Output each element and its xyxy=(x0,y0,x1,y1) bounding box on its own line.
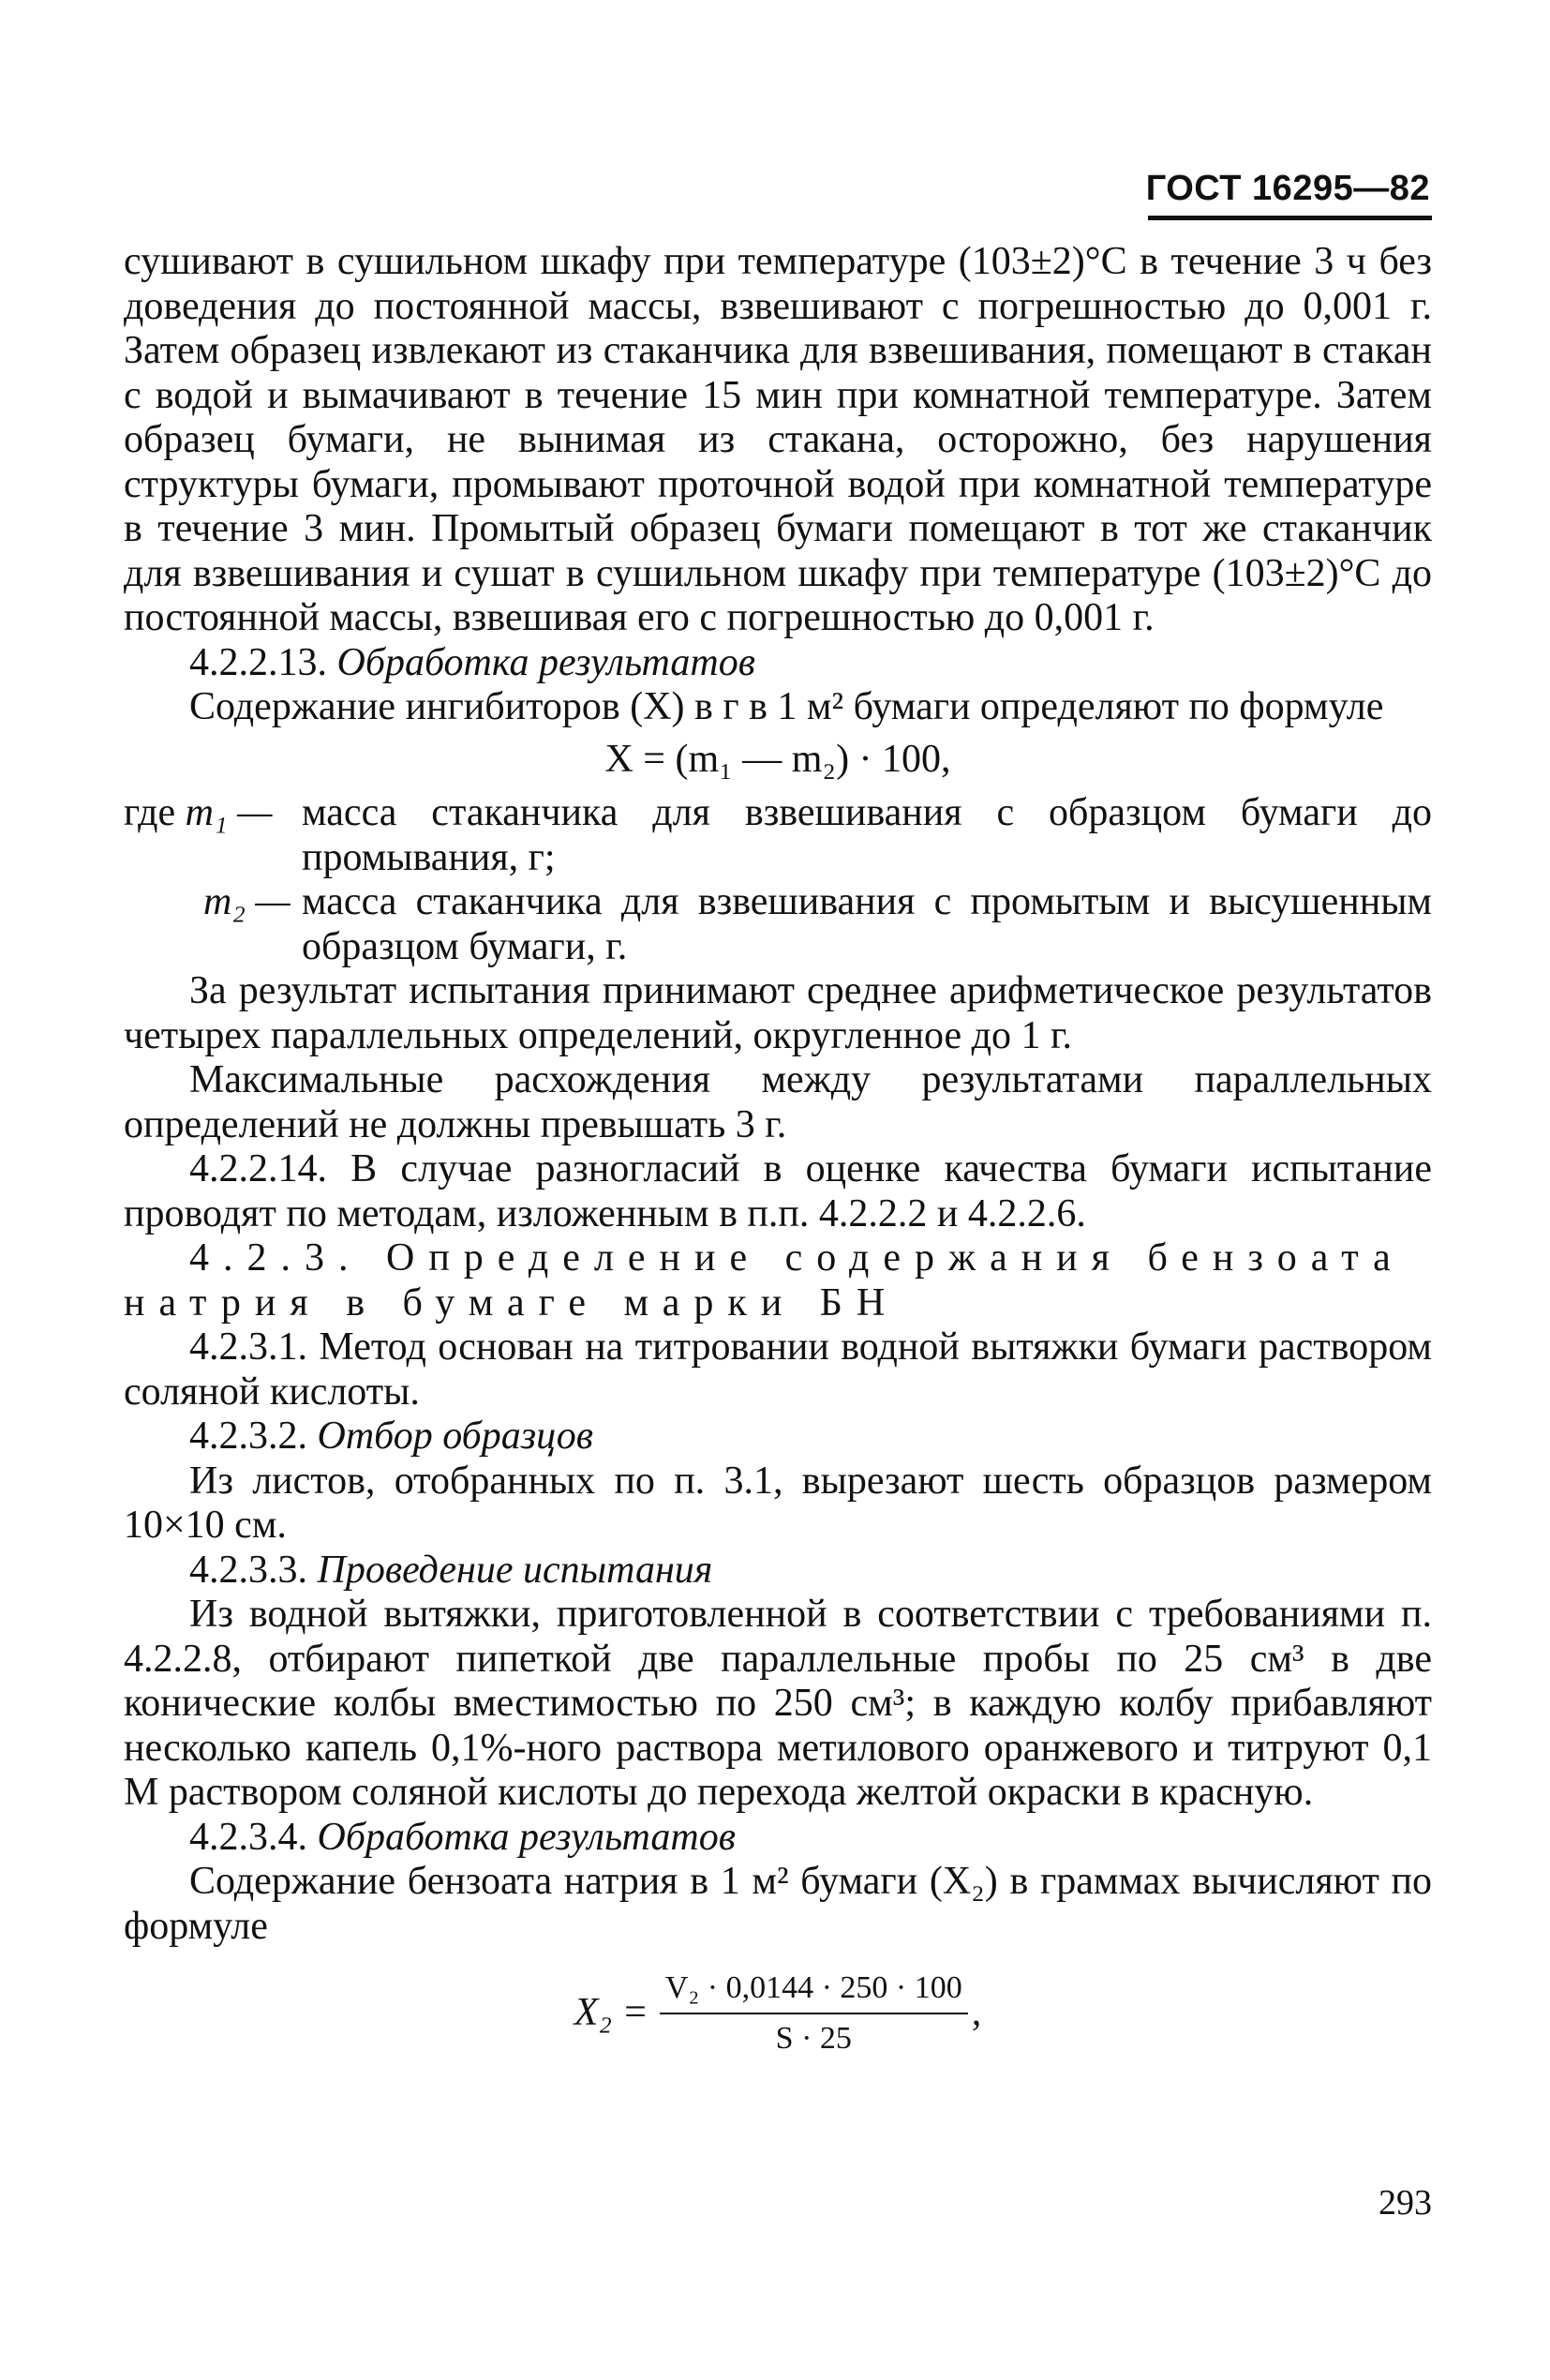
formula-x2 xyxy=(124,1966,1432,2060)
section-number: 4.2.3.4. xyxy=(189,1815,307,1859)
section-title: Обработка результатов xyxy=(317,1815,736,1859)
formula-x2-numerator: V₂ · 0,0144 · 250 · 100 xyxy=(660,1966,968,2014)
paragraph-4-2-2-14: 4.2.2.14. В случае разногласий в оценке качества бумаги испытание проводят по методам, изложенным в п.п. 4.2.2.2 и 4.2.2.6. xyxy=(124,1147,1432,1235)
m2-definition-text: масса стаканчика для взвешивания с промытым и высушенным образцом бумаги, г. xyxy=(302,880,1432,968)
m1-term: m₁ — xyxy=(185,791,273,834)
where-label: где xyxy=(124,791,176,834)
formula-x2-fraction xyxy=(660,1966,968,2060)
formula-x2-lhs: X₂ = xyxy=(574,1990,648,2034)
section-title: Проведение испытания xyxy=(317,1548,713,1592)
paragraph-4-2-3-1: 4.2.3.1. Метод основан на титровании водной вытяжки бумаги раствором соляной кислоты. xyxy=(124,1325,1432,1414)
page-body xyxy=(124,240,1432,2060)
section-number: 4.2.3.2. xyxy=(189,1415,307,1458)
formula-x2-tail: , xyxy=(971,1990,982,2034)
formula-x2-denominator: S · 25 xyxy=(775,2020,852,2056)
paragraph-max-deviation: Максимальные расхождения между результатами параллельных определений не должны превышать 3 г. xyxy=(124,1058,1432,1146)
section-title: Обработка результатов xyxy=(336,640,755,684)
section-title: Отбор образцов xyxy=(317,1415,593,1458)
m2-term: m₂ — xyxy=(203,880,291,923)
section-number: 4.2.3.3. xyxy=(189,1548,307,1592)
definition-m1 xyxy=(124,791,1432,880)
paragraph-test-procedure: Из водной вытяжки, приготовленной в соответствии с требованиями п. 4.2.2.8, отбирают пипеткой две параллельные пробы по 25 см³ в две конические колбы вместимостью по 250 см³; в каждую колбу прибавляют несколько капель 0,1%-ного раствора метилового оранжевого и титруют 0,1 М раствором соляной кислоты до перехода желтой окраски в красную. xyxy=(124,1593,1432,1814)
section-number: 4.2.2.13. xyxy=(189,640,327,684)
paragraph-content-formula-intro: Содержание ингибиторов (X) в г в 1 м² бумаги определяют по формуле xyxy=(189,685,1384,728)
paragraph-result: За результат испытания принимают среднее арифметическое результатов четырех параллельных определений, округленное до 1 г. xyxy=(124,969,1432,1057)
paragraph-sampling: Из листов, отобранных по п. 3.1, вырезают шесть образцов размером 10×10 см. xyxy=(124,1459,1432,1547)
standard-code: ГОСТ 16295—82 xyxy=(1145,169,1430,208)
definition-m2 xyxy=(124,880,1432,969)
section-heading-4-2-3-3 xyxy=(124,1549,1432,1594)
section-heading-4-2-3-2 xyxy=(124,1415,1432,1459)
m1-definition-text: масса стаканчика для взвешивания с образцом бумаги до промывания, г; xyxy=(302,791,1432,879)
section-heading-4-2-3-4 xyxy=(124,1816,1432,1861)
section-heading-4-2-3: 4.2.3. Определение содержания бензоата натрия в бумаге марки БН xyxy=(124,1236,1405,1325)
section-heading-4-2-2-13 xyxy=(124,641,1432,686)
paragraph-drying: сушивают в сушильном шкафу при температуре (103±2)°С в течение 3 ч без доведения до постоянной массы, взвешивают с погрешностью до 0,001 г. Затем образец извлекают из стаканчика для взвешивания, помещают в стакан с водой и вымачивают в течение 15 мин при комнатной температуре. Затем образец бумаги, не вынимая из стакана, осторожно, без нарушения структуры бумаги, промывают проточной водой при комнатной температуре в течение 3 мин. Промытый образец бумаги помещают в тот же стаканчик для взвешивания и сушат в сушильном шкафу при температуре (103±2)°С до постоянной массы, взвешивая его с погрешностью до 0,001 г. xyxy=(124,240,1432,639)
paragraph-content-formula-intro-2: Содержание бензоата натрия в 1 м² бумаги (X₂) в граммах вычисляют по формуле xyxy=(124,1860,1432,1948)
page-number: 293 xyxy=(1379,2183,1432,2223)
formula-x: X = (m₁ — m₂) · 100, xyxy=(604,737,951,781)
formula-definitions xyxy=(124,791,1432,969)
header-rule xyxy=(1148,216,1432,220)
